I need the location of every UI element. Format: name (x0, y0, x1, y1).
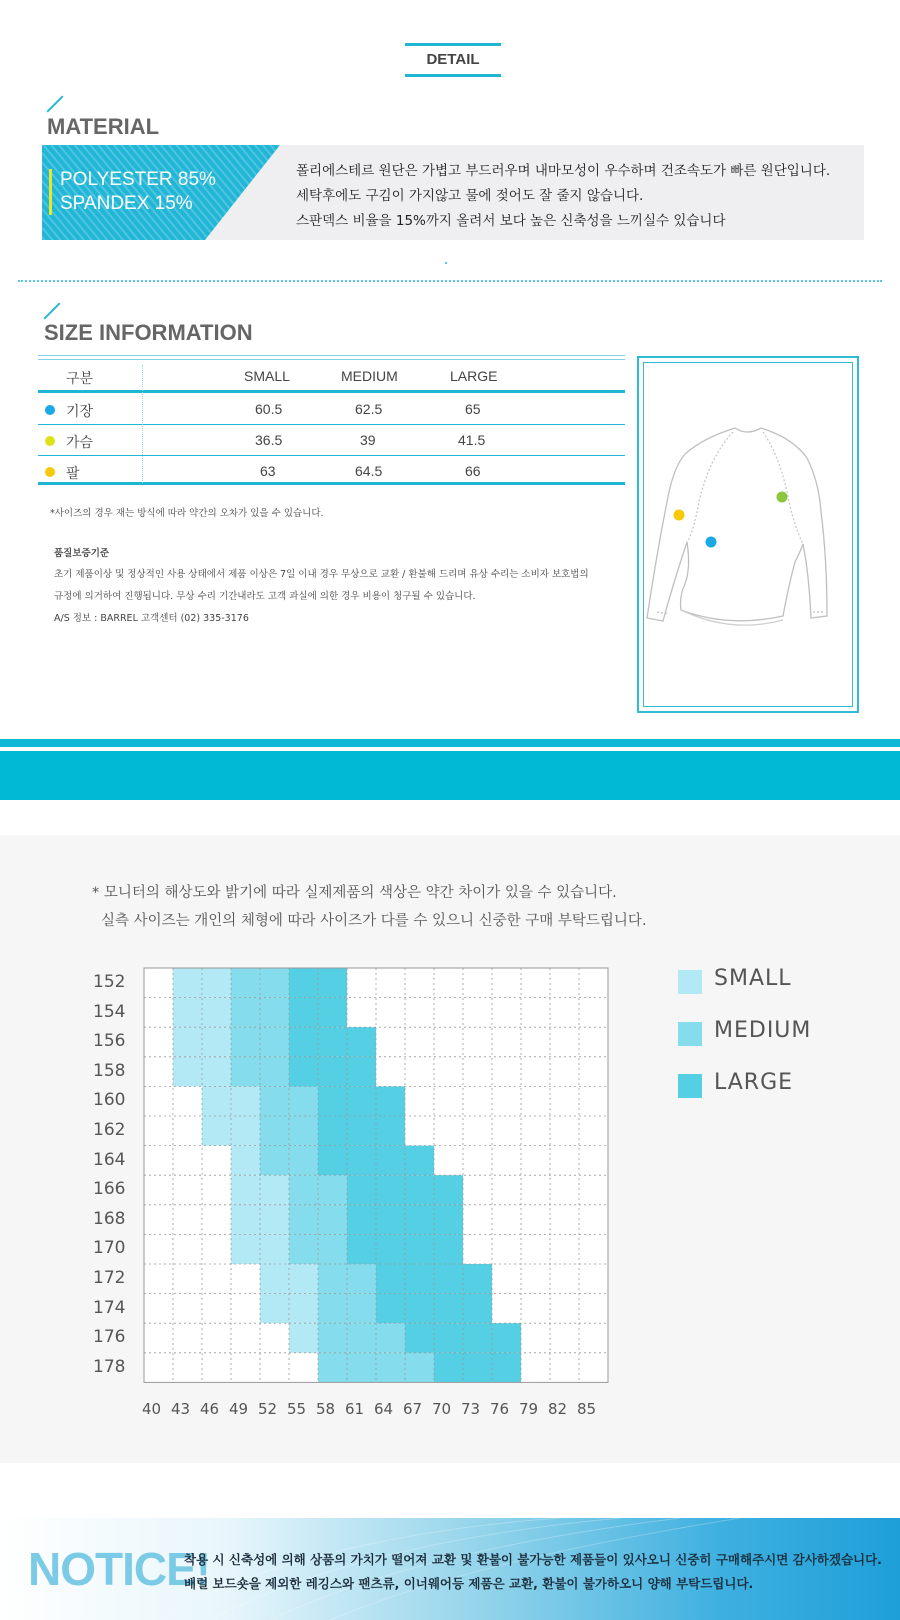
legend-label-large: LARGE (714, 1070, 794, 1095)
x-tick-label: 64 (374, 1400, 394, 1418)
length-marker-icon (706, 537, 717, 548)
x-tick-label: 58 (316, 1400, 336, 1418)
warranty-line-2: 규정에 의거하여 진행됩니다. 무상 수리 기간내라도 고객 과실에 의한 경우 비용이 청구될 수 있습니다. (54, 591, 476, 602)
divider-band (0, 751, 900, 800)
header-large: LARGE (450, 368, 498, 384)
x-tick-label: 73 (461, 1400, 481, 1418)
row-label: 가슴 (66, 434, 94, 450)
header-medium: MEDIUM (341, 368, 398, 384)
y-tick-label: 156 (93, 1031, 126, 1052)
x-tick-label: 55 (287, 1400, 307, 1418)
legend-label-small: SMALL (714, 966, 792, 991)
fabric-polyester: POLYESTER 85% (60, 169, 216, 190)
small-dot (445, 262, 447, 264)
row-small: 63 (260, 463, 276, 479)
table-header-line (38, 390, 625, 393)
notice-line-2: 배럴 보드숏을 제외한 레깅스와 팬츠류, 이너웨어등 제품은 교환, 환불이 불가하오니 양해 부탁드립니다. (184, 1576, 754, 1591)
y-tick-label: 160 (93, 1090, 126, 1111)
row-small: 36.5 (255, 432, 283, 448)
row-medium: 39 (360, 432, 376, 448)
warranty-line-1: 초기 제품이상 및 정상적인 사용 상태에서 제품 이상은 7일 이내 경우 무상으로 교환 / 환불해 드리며 유상 수리는 소비자 보호법의 (54, 569, 589, 580)
row-small: 60.5 (255, 401, 283, 417)
row-label: 팔 (66, 465, 80, 481)
legend-swatch-medium (678, 1022, 702, 1046)
y-tick-label: 152 (93, 972, 126, 992)
table-header-row (38, 361, 625, 391)
x-tick-label: 85 (577, 1400, 597, 1418)
notice-heading: NOTICE! (28, 1543, 211, 1595)
x-tick-label: 52 (258, 1400, 278, 1418)
arm-marker-icon (674, 510, 685, 521)
x-tick-label: 79 (519, 1400, 539, 1418)
y-tick-label: 162 (93, 1120, 126, 1140)
chest-marker-icon (777, 492, 788, 503)
legend-swatch-small (678, 970, 702, 994)
row-medium: 62.5 (355, 401, 383, 417)
y-tick-label: 172 (93, 1268, 126, 1288)
legend-label-medium: MEDIUM (714, 1018, 812, 1043)
x-tick-label: 43 (171, 1400, 191, 1418)
material-accent-bar (49, 169, 52, 215)
header-small: SMALL (244, 368, 290, 384)
x-tick-label: 70 (432, 1400, 452, 1418)
legend-swatch-large (678, 1074, 702, 1098)
x-tick-label: 67 (403, 1400, 423, 1418)
table-top-line (38, 355, 625, 356)
material-desc-3: 스판덱스 비율을 15%까지 올려서 보다 높은 신축성을 느끼실수 있습니다 (296, 213, 726, 229)
chest-dot-icon (45, 436, 55, 446)
x-tick-label: 82 (548, 1400, 568, 1418)
table-row (38, 394, 625, 424)
chart-note-1: * 모니터의 해상도와 밝기에 따라 실제제품의 색상은 약간 차이가 있을 수 있습니다. (92, 885, 617, 901)
y-tick-label: 166 (93, 1179, 126, 1200)
header-label: 구분 (66, 370, 94, 386)
y-tick-label: 168 (93, 1208, 126, 1229)
x-tick-label: 61 (345, 1400, 365, 1418)
table-top-line-2 (38, 359, 625, 360)
section-divider (18, 280, 882, 282)
notice-line-1: 착용 시 신축성에 의해 상품의 가치가 떨어져 교환 및 환불이 불가능한 제품들이 있사오니 신중히 구매해주시면 감사하겠습니다. (184, 1552, 882, 1567)
material-slash-mark (47, 96, 64, 113)
y-tick-label: 154 (93, 1001, 126, 1022)
row-medium: 64.5 (355, 463, 383, 479)
y-tick-label: 170 (93, 1238, 126, 1259)
row-large: 65 (465, 401, 481, 417)
y-tick-label: 176 (93, 1327, 126, 1348)
chart-note-2: 실측 사이즈는 개인의 체형에 따라 사이즈가 다를 수 있으니 신중한 구매 부탁드립니다. (101, 913, 647, 929)
material-desc-1: 폴리에스테르 원단은 가볍고 부드러우며 내마모성이 우수하며 건조속도가 빠른 원단입니다. (296, 163, 831, 179)
table-row (38, 425, 625, 455)
y-tick-label: 178 (93, 1356, 126, 1377)
y-tick-label: 174 (93, 1297, 126, 1318)
material-desc-2: 세탁후에도 구김이 가지않고 물에 젖어도 잘 줄지 않습니다. (296, 188, 644, 204)
size-slash-mark (44, 303, 61, 320)
fabric-spandex: SPANDEX 15% (60, 193, 193, 214)
warranty-title: 품질보증기준 (54, 548, 110, 559)
as-info: A/S 정보 : BARREL 고객센터 (02) 335-3176 (54, 613, 249, 624)
size-info-title: SIZE INFORMATION (44, 320, 253, 345)
x-tick-label: 76 (490, 1400, 510, 1418)
rashguard-illustration (643, 362, 853, 707)
detail-tab: DETAIL (405, 43, 501, 77)
size-note: *사이즈의 경우 재는 방식에 따라 약간의 오차가 있을 수 있습니다. (50, 508, 324, 519)
row-large: 66 (465, 463, 481, 479)
table-bottom-line (38, 482, 625, 485)
x-tick-label: 40 (142, 1400, 162, 1418)
row-label: 기장 (66, 403, 94, 419)
material-title: MATERIAL (47, 114, 160, 139)
x-tick-label: 49 (229, 1400, 249, 1418)
length-dot-icon (45, 405, 55, 415)
row-large: 41.5 (458, 432, 486, 448)
divider-band-thin (0, 739, 900, 747)
arm-dot-icon (45, 467, 55, 477)
y-tick-label: 164 (93, 1149, 126, 1170)
x-tick-label: 46 (200, 1400, 220, 1418)
column-divider (142, 365, 143, 483)
y-tick-label: 158 (93, 1060, 126, 1081)
